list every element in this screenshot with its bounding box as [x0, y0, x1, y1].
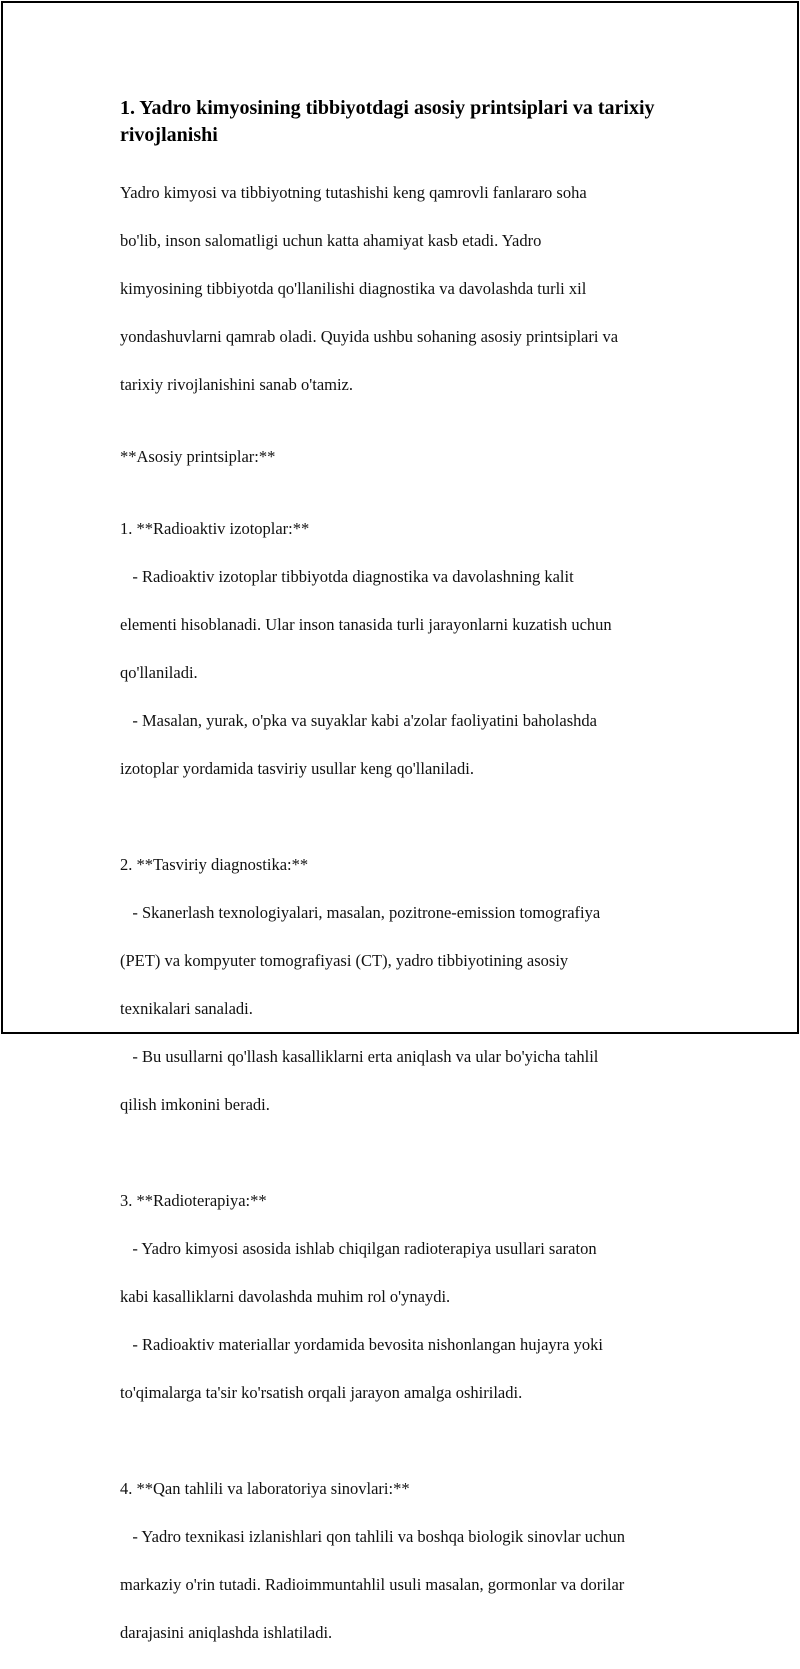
section-line: 2. **Tasviriy diagnostika:** [120, 855, 309, 874]
section-line: - Radioaktiv materiallar yordamida bevosita nishonlangan hujayra yoki [120, 1335, 603, 1354]
section-line: elementi hisoblanadi. Ular inson tanasida turli jarayonlarni kuzatish uchun [120, 615, 612, 634]
intro-line: Yadro kimyosi va tibbiyotning tutashishi keng qamrovli fanlararo soha [120, 183, 587, 202]
section-radioactive-isotopes [120, 493, 700, 805]
intro-paragraph [120, 157, 700, 421]
intro-line: bo'lib, inson salomatligi uchun katta ahamiyat kasb etadi. Yadro [120, 231, 542, 250]
section-line: - Radioaktiv izotoplar tibbiyotda diagnostika va davolashning kalit [120, 567, 574, 586]
section-line: to'qimalarga ta'sir ko'rsatish orqali jarayon amalga oshiriladi. [120, 1383, 523, 1402]
intro-line: yondashuvlarni qamrab oladi. Quyida ushbu sohaning asosiy printsiplari va [120, 327, 619, 346]
document-content [120, 95, 700, 1669]
section-lab-tests [120, 1453, 700, 1669]
intro-line: tarixiy rivojlanishini sanab o'tamiz. [120, 375, 354, 394]
section-line: kabi kasalliklarni davolashda muhim rol o'ynaydi. [120, 1287, 451, 1306]
section-radiotherapy [120, 1165, 700, 1429]
section-line: qo'llaniladi. [120, 663, 198, 682]
section-line: markaziy o'rin tutadi. Radioimmuntahlil usuli masalan, gormonlar va dorilar [120, 1575, 625, 1594]
section-line: darajasini aniqlashda ishlatiladi. [120, 1623, 333, 1642]
intro-line: kimyosining tibbiyotda qo'llanilishi diagnostika va davolashda turli xil [120, 279, 587, 298]
section-line: texnikalari sanaladi. [120, 999, 253, 1018]
section-line: - Yadro texnikasi izlanishlari qon tahlili va boshqa biologik sinovlar uchun [120, 1527, 626, 1546]
section-line: - Masalan, yurak, o'pka va suyaklar kabi a'zolar faoliyatini baholashda [120, 711, 597, 730]
section-line: - Bu usullarni qo'llash kasalliklarni erta aniqlash va ular bo'yicha tahlil [120, 1047, 599, 1066]
section-line: - Skanerlash texnologiyalari, masalan, pozitrone-emission tomografiya [120, 903, 601, 922]
document-page [1, 1, 799, 1642]
document-title: 1. Yadro kimyosining tibbiyotdagi asosiy printsiplari va tarixiy rivojlanishi [120, 97, 655, 146]
section-line: (PET) va kompyuter tomografiyasi (CT), yadro tibbiyotining asosiy [120, 951, 569, 970]
section-line: izotoplar yordamida tasviriy usullar keng qo'llaniladi. [120, 759, 474, 778]
principles-heading: **Asosiy printsiplar:** [120, 447, 276, 466]
section-line: 1. **Radioaktiv izotoplar:** [120, 519, 310, 538]
section-line: qilish imkonini beradi. [120, 1095, 270, 1114]
section-line: - Yadro kimyosi asosida ishlab chiqilgan radioterapiya usullari saraton [120, 1239, 597, 1258]
section-line: 4. **Qan tahlili va laboratoriya sinovlari:** [120, 1479, 410, 1498]
section-imaging-diagnostics [120, 829, 700, 1141]
section-line: 3. **Radioterapiya:** [120, 1191, 267, 1210]
